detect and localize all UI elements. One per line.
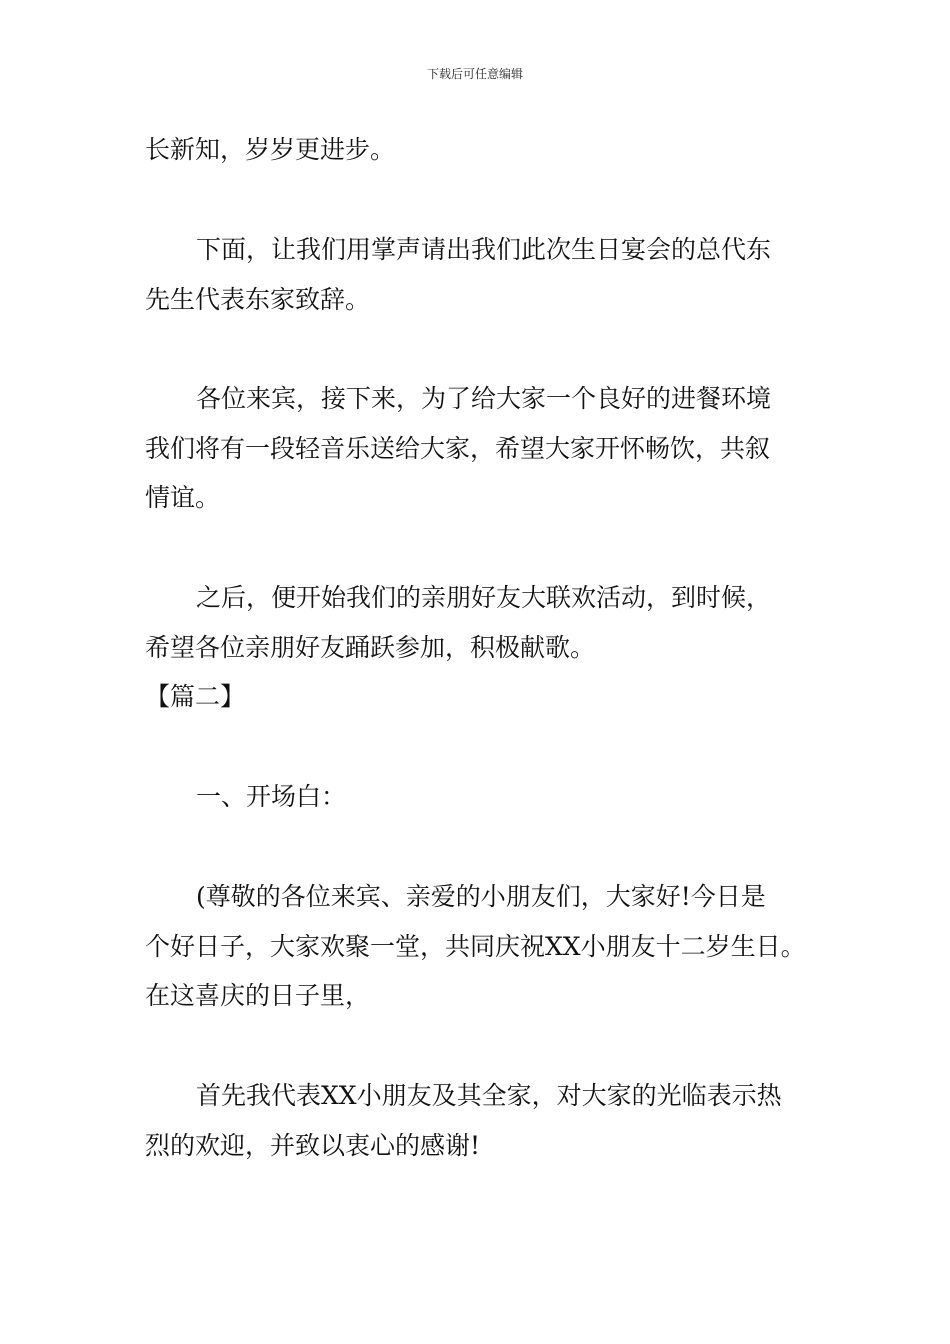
page-header-note: 下载后可任意编辑: [426, 67, 523, 81]
text-line: 首先我代表XX小朋友及其全家，对大家的光临表示热: [196, 1081, 782, 1110]
text-line: 在这喜庆的日子里，: [145, 981, 371, 1010]
text-line: 一、开场白：: [196, 782, 347, 811]
text-line: 希望各位亲朋好友踊跃参加，积极献歌。: [145, 633, 596, 662]
text-line: 先生代表东家致辞。: [145, 285, 371, 314]
text-line: 长新知，岁岁更进步。: [145, 135, 396, 164]
text-line: (尊敬的各位来宾、亲爱的小朋友们，大家好!今日是: [196, 882, 766, 911]
section-heading: 【篇二】: [145, 682, 246, 711]
text-line: 个好日子，大家欢聚一堂，共同庆祝XX小朋友十二岁生日。: [145, 932, 806, 961]
text-line: 情谊。: [145, 483, 221, 512]
text-line: 下面，让我们用掌声请出我们此次生日宴会的总代东: [196, 235, 772, 264]
text-line: 各位来宾，接下来，为了给大家一个良好的进餐环境: [196, 384, 772, 413]
text-line: 烈的欢迎，并致以衷心的感谢!: [145, 1131, 481, 1160]
text-line: 我们将有一段轻音乐送给大家，希望大家开怀畅饮，共叙: [145, 434, 771, 463]
text-line: 之后，便开始我们的亲朋好友大联欢活动，到时候，: [196, 583, 772, 612]
